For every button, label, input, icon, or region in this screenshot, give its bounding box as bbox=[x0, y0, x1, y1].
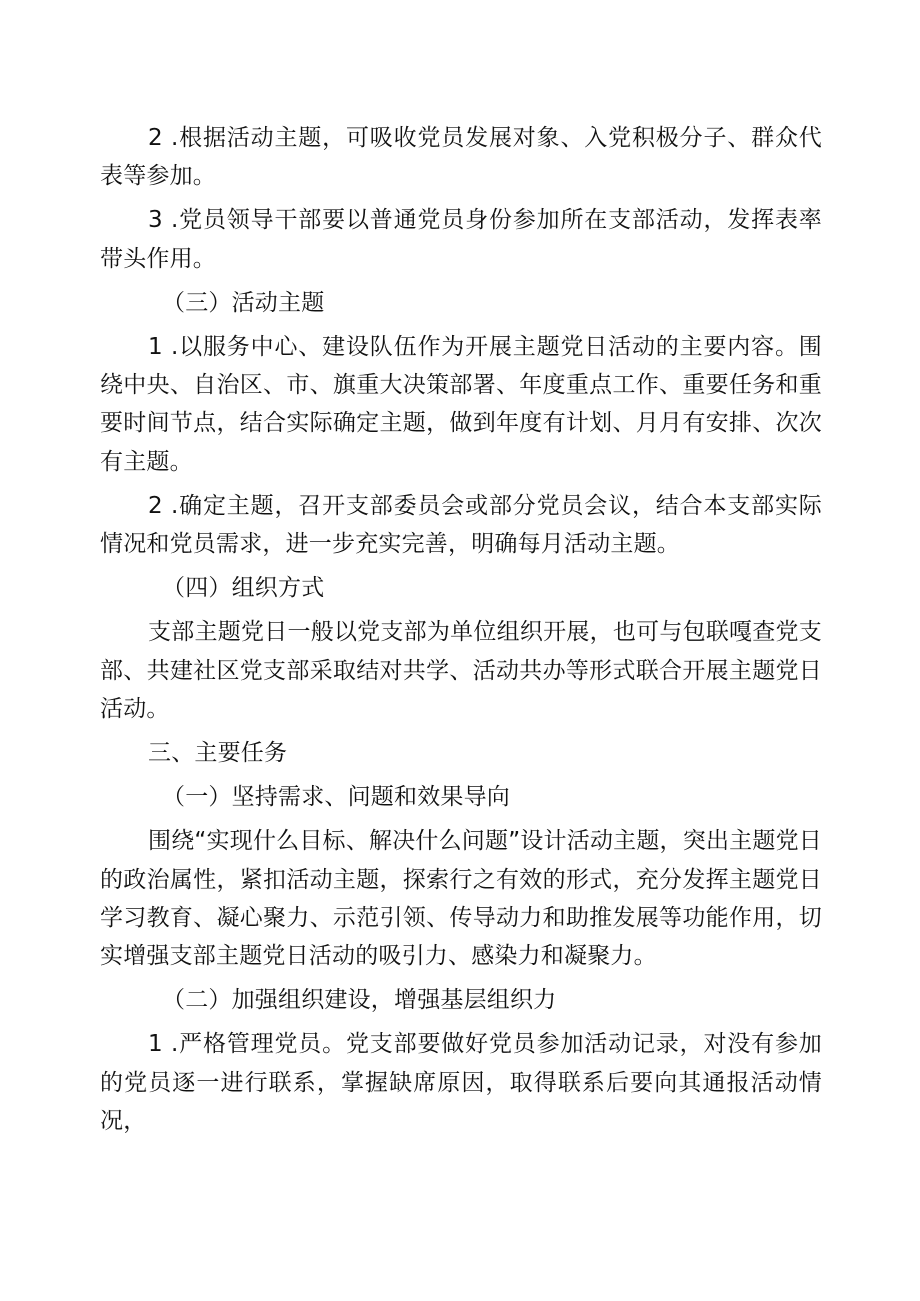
paragraph-theme-2: 2 .确定主题，召开支部委员会或部分党员会议，结合本支部实际情况和党员需求，进一步充实完善，明确每月活动主题。 bbox=[100, 492, 822, 558]
paragraph-participants-2: 2 .根据活动主题，可吸收党员发展对象、入党积极分子、群众代表等参加。 bbox=[100, 125, 822, 190]
subheading-organization-building: （二）加强组织建设，增强基层组织力 bbox=[162, 987, 557, 1014]
paragraph-theme-1: 1 .以服务中心、建设队伍作为开展主题党日活动的主要内容。围绕中央、自治区、市、旗重大决策部署、年度重点工作、重要任务和重要时间节点，结合实际确定主题，做到年度有计划、月月有安排、次次有主题。 bbox=[100, 334, 822, 475]
subheading-needs-orientation: （一）坚持需求、问题和效果导向 bbox=[162, 784, 510, 811]
section-heading-main-tasks: 三、主要任务 bbox=[148, 740, 288, 767]
paragraph-participants-3: 3 .党员领导干部要以普通党员身份参加所在支部活动，发挥表率带头作用。 bbox=[100, 207, 822, 272]
paragraph-organization: 支部主题党日一般以党支部为单位组织开展，也可与包联嘎查党支部、共建社区党支部采取结对共学、活动共办等形式联合开展主题党日活动。 bbox=[100, 619, 822, 722]
subheading-activity-theme: （三）活动主题 bbox=[162, 289, 325, 316]
paragraph-needs-orientation: 围绕“实现什么目标、解决什么问题”设计活动主题，突出主题党日的政治属性，紧扣活动主题，探索行之有效的形式，充分发挥主题党日学习教育、凝心聚力、示范引领、传导动力和助推发展等功能作用，切实增强支部主题党日活动的吸引力、感染力和凝聚力。 bbox=[100, 828, 822, 970]
paragraph-member-management: 1 .严格管理党员。党支部要做好党员参加活动记录，对没有参加的党员逐一进行联系，掌握缺席原因，取得联系后要向其通报活动情况， bbox=[100, 1031, 822, 1134]
document-body bbox=[100, 119, 822, 1146]
subheading-organization-method: （四）组织方式 bbox=[162, 575, 325, 602]
